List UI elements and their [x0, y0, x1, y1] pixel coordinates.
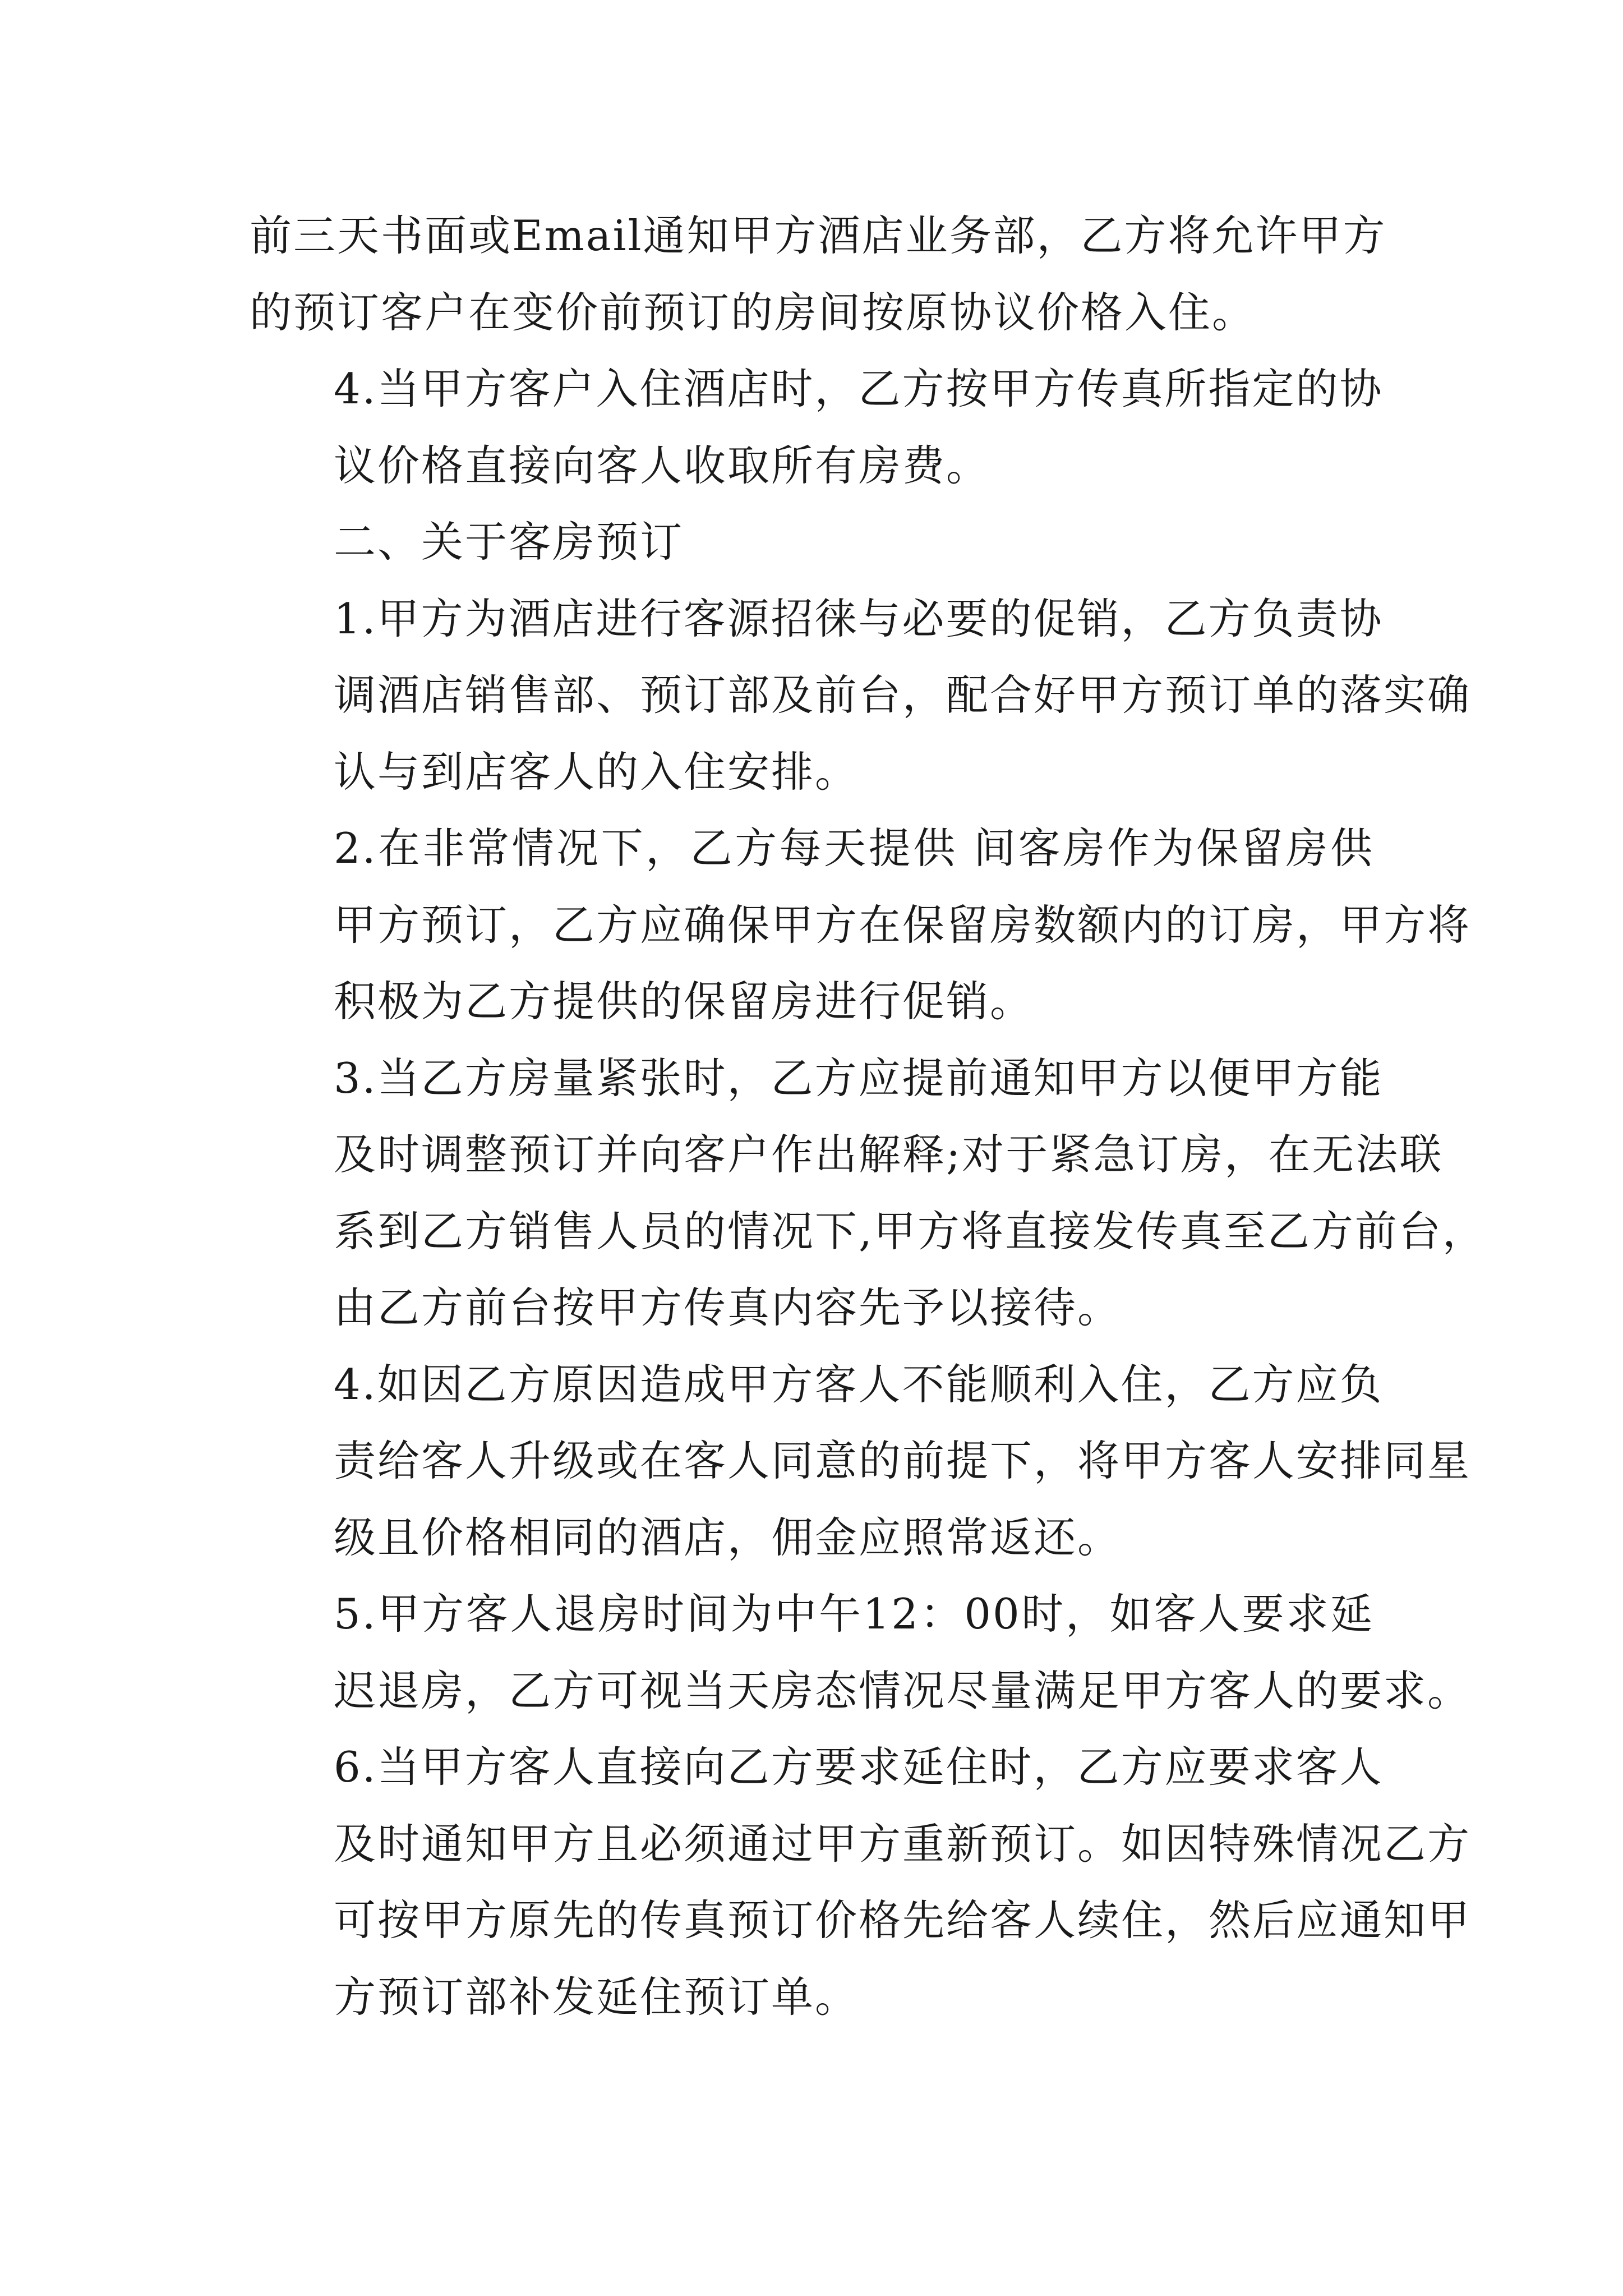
text-line: 3.当乙方房量紧张时，乙方应提前通知甲方以便甲方能	[334, 1053, 1384, 1103]
paragraph-clause-1	[250, 581, 1472, 811]
text-line: 前三天书面或Email通知甲方酒店业务部，乙方将允许甲方	[250, 211, 1387, 260]
text-line: 方预订部补发延住预订单。	[334, 1972, 859, 2022]
text-line: 5.甲方客人退房时间为中午12：00时，如客人要求延	[334, 1589, 1374, 1639]
paragraph-clause-2	[250, 810, 1472, 1040]
section-heading	[250, 504, 1374, 581]
text-line: 责给客人升级或在客人同意的前提下，将甲方客人安排同星	[334, 1436, 1472, 1485]
text-line: 迟退房，乙方可视当天房态情况尽量满足甲方客人的要求。	[334, 1665, 1472, 1715]
paragraph-clause-4b	[250, 1346, 1472, 1576]
text-line: 级且价格相同的酒店，佣金应照常返还。	[334, 1512, 1122, 1562]
text-line: 积极为乙方提供的保留房进行促销。	[334, 977, 1034, 1026]
text-line: 调酒店销售部、预订部及前台，配合好甲方预订单的落实确	[334, 670, 1472, 720]
paragraph-clause-3	[250, 1040, 1486, 1346]
text-line: 2.在非常情况下，乙方每天提供 间客房作为保留房供	[334, 823, 1374, 873]
text-line: 可按甲方原先的传真预订价格先给客人续住，然后应通知甲	[334, 1895, 1472, 1945]
paragraph-clause-5	[250, 1576, 1472, 1729]
text-line: 甲方预订，乙方应确保甲方在保留房数额内的订房，甲方将	[334, 900, 1472, 950]
paragraph-continuation	[250, 197, 1387, 351]
paragraph-clause-4	[250, 351, 1384, 504]
text-line: 4.当甲方客户入住酒店时，乙方按甲方传真所指定的协	[334, 364, 1384, 413]
text-line: 系到乙方销售人员的情况下,甲方将直接发传真至乙方前台，	[334, 1206, 1486, 1256]
text-line: 由乙方前台按甲方传真内容先予以接待。	[334, 1283, 1122, 1332]
text-line: 议价格直接向客人收取所有房费。	[334, 440, 990, 490]
text-line: 4.如因乙方原因造成甲方客人不能顺利入住，乙方应负	[334, 1359, 1384, 1409]
text-line: 认与到店客人的入住安排。	[334, 747, 859, 797]
text-line: 6.当甲方客人直接向乙方要求延住时，乙方应要求客人	[334, 1742, 1384, 1792]
text-line: 及时调整预订并向客户作出解释;对于紧急订房，在无法联	[334, 1130, 1444, 1179]
heading-text: 二、关于客房预订	[334, 517, 684, 567]
paragraph-clause-6	[250, 1729, 1472, 2035]
text-line: 1.甲方为酒店进行客源招徕与必要的促销，乙方负责协	[334, 593, 1384, 643]
document-body	[250, 197, 1486, 2035]
text-line: 及时通知甲方且必须通过甲方重新预订。如因特殊情况乙方	[334, 1819, 1472, 1869]
text-line: 的预订客户在变价前预订的房间按原协议价格入住。	[250, 287, 1256, 337]
